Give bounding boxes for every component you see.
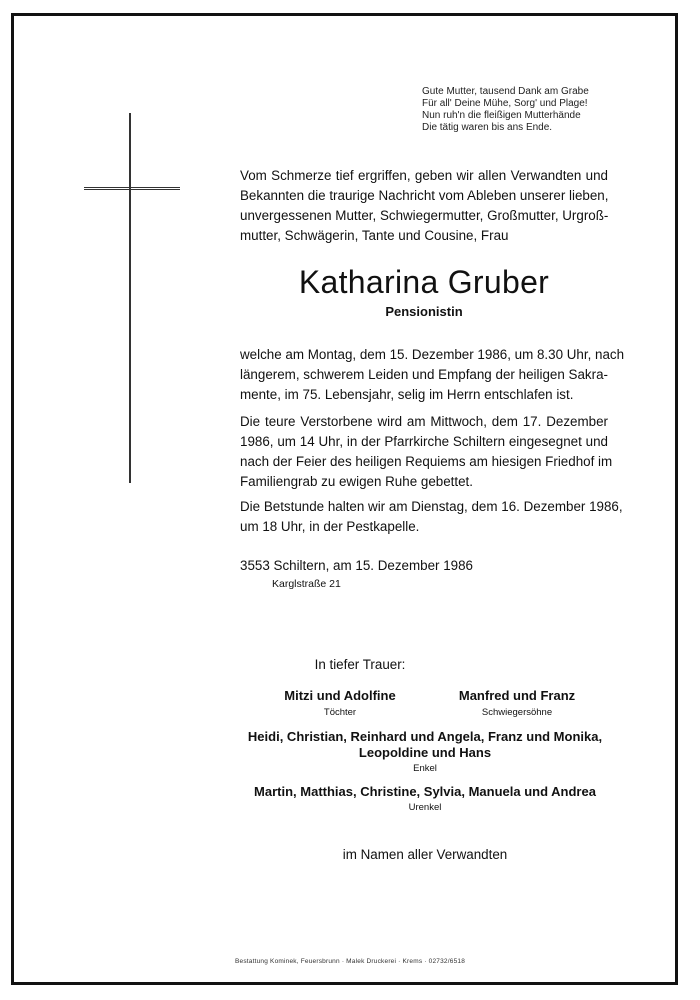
text-line: Die Betstunde halten wir am Dienstag, dem 16. Dezember 1986, xyxy=(240,499,623,514)
text-line: Bekannten die traurige Nachricht vom Ableben unserer lieben, xyxy=(240,188,609,203)
closing-line: im Namen aller Verwandten xyxy=(342,847,508,862)
poem-line: Für all' Deine Mühe, Sorg' und Plage! xyxy=(422,98,588,109)
poem-verse xyxy=(422,86,589,134)
text-line: mutter, Schwägerin, Tante und Cousine, Frau xyxy=(240,228,509,243)
poem-line: Die tätig waren bis ans Ende. xyxy=(422,122,553,133)
cross-icon-vertical xyxy=(129,113,131,483)
text-line: 1986, um 14 Uhr, in der Pfarrkirche Schiltern eingesegnet und xyxy=(240,434,608,449)
mourning-intro: In tiefer Trauer: xyxy=(314,657,406,672)
great-grandchildren-names: Martin, Matthias, Christine, Sylvia, Manuela und Andrea xyxy=(254,784,596,799)
grandchildren-relation: Enkel xyxy=(413,763,437,774)
grandchildren-names-line2: Leopoldine und Hans xyxy=(358,745,492,760)
text-line: längerem, schwerem Leiden und Empfang der heiligen Sakra- xyxy=(240,367,608,382)
poem-line: Nun ruh'n die fleißigen Mutterhände xyxy=(422,110,581,121)
sons-in-law-relation: Schwiegersöhne xyxy=(481,707,553,718)
great-grandchildren-relation: Urenkel xyxy=(408,802,442,813)
sons-in-law-names: Manfred und Franz xyxy=(458,688,576,703)
daughters-names: Mitzi und Adolfine xyxy=(284,688,396,703)
text-line: nach der Feier des heiligen Requiems am hiesigen Friedhof im xyxy=(240,454,613,469)
cross-icon-horizontal xyxy=(84,187,180,190)
text-line: welche am Montag, dem 15. Dezember 1986, um 8.30 Uhr, nach xyxy=(240,347,625,362)
intro-paragraph xyxy=(240,166,608,246)
daughters-relation: Töchter xyxy=(323,707,357,718)
text-line: um 18 Uhr, in der Pestkapelle. xyxy=(240,519,420,534)
text-line: mente, im 75. Lebensjahr, selig im Herrn entschlafen ist. xyxy=(240,387,574,402)
printer-footer: Bestattung Kominek, Feuersbrunn · Malek Druckerei · Krems · 02732/6518 xyxy=(234,958,466,965)
deceased-occupation: Pensionistin xyxy=(385,304,463,319)
place-date: 3553 Schiltern, am 15. Dezember 1986 xyxy=(240,558,473,573)
poem-line: Gute Mutter, tausend Dank am Grabe xyxy=(422,86,589,97)
grandchildren-names-line1: Heidi, Christian, Reinhard und Angela, Franz und Monika, xyxy=(247,729,603,744)
text-line: Vom Schmerze tief ergriffen, geben wir allen Verwandten und xyxy=(240,168,608,183)
text-line: Familiengrab zu ewigen Ruhe gebettet. xyxy=(240,474,473,489)
street-address: Karglstraße 21 xyxy=(272,578,341,590)
deceased-name: Katharina Gruber xyxy=(298,264,550,300)
text-line: unvergessenen Mutter, Schwiegermutter, Großmutter, Urgroß- xyxy=(240,208,609,223)
prayer-paragraph xyxy=(240,497,623,537)
funeral-paragraph xyxy=(240,412,613,492)
text-line: Die teure Verstorbene wird am Mittwoch, dem 17. Dezember xyxy=(240,414,608,429)
death-paragraph xyxy=(240,345,625,405)
